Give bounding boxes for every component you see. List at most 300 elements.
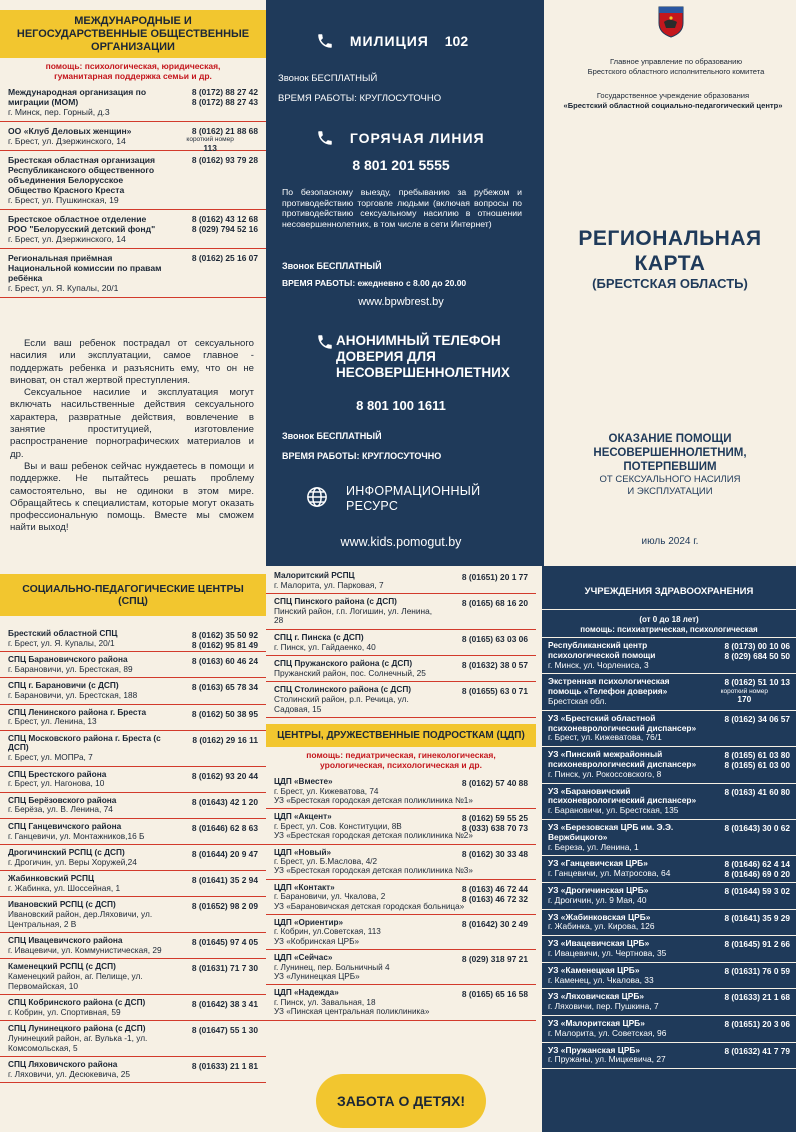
info-label: ИНФОРМАЦИОННЫЙ РЕСУРС (346, 484, 481, 513)
health-panel (536, 566, 796, 1132)
entry-phones (162, 875, 258, 885)
emblem-logo (658, 6, 684, 43)
phone-number[interactable]: 8 (0173) 00 10 06 (724, 641, 790, 651)
entry-name: УЗ «Каменецкая ЦРБ» (548, 964, 640, 975)
spc-entry (0, 959, 266, 995)
care-button[interactable] (316, 1074, 486, 1128)
entry-name: ЦДП «Надежда» (274, 988, 339, 998)
entry-phones (431, 660, 528, 670)
advice-paragraph: Сексуальное насилие и эксплуатация могут включать насильственные действия сексуального характера, развратные действия, вовлечение в занятие проституцией, изготовление распространение порнографических материалов и др. (10, 387, 254, 460)
phone-number[interactable]: 8 (0162) 57 40 88 (461, 778, 528, 789)
entry-phones (431, 634, 528, 644)
health-entry (542, 883, 796, 910)
subtitle-line: НЕСОВЕРШЕННОЛЕТНИМ, (593, 447, 747, 459)
phone-number[interactable]: 8 (0162) 95 81 49 (191, 640, 258, 650)
phone-number[interactable]: 8 (0162) 50 38 95 (191, 708, 258, 719)
entry-address: г. Пинск, ул. Завальная, 18 (274, 997, 376, 1007)
phone-number[interactable]: 8 (01647) 55 1 30 (191, 1025, 258, 1036)
spc-entry (0, 731, 266, 767)
entry-phones (162, 999, 258, 1009)
entry-name: УЗ «Ивацевичская ЦРБ» (548, 938, 650, 949)
phone-number[interactable]: 8 (0162) 34 06 57 (724, 713, 790, 724)
phone-number[interactable]: 8 (01641) 35 9 29 (724, 912, 790, 923)
entry-name: Брестская областная организация Республиканского общественного объединения Белорусское Общество Красного Креста (8, 155, 156, 195)
entry-address: г. Ивацевичи, ул. Чертнова, 35 (548, 947, 667, 958)
entry-phones (431, 813, 528, 833)
entry-address: г. Пружаны, ул. Мицкевича, 27 (548, 1054, 666, 1065)
subtitle-line: ОКАЗАНИЕ ПОМОЩИ (608, 433, 732, 445)
phone-number[interactable]: 8 (01652) 98 2 09 (191, 901, 258, 912)
cdp-entry (266, 985, 536, 1020)
health-entry (542, 820, 796, 856)
phone-number[interactable]: 8 (0162) 59 55 25 (461, 813, 528, 824)
entry-address: г. Дрогичин, ул. Веры Хоружей,24 (8, 856, 137, 867)
phone-number[interactable]: 8 (0163) 60 46 24 (191, 656, 258, 667)
spc-entry (0, 995, 266, 1021)
entry-name: УЗ «Березовская ЦРБ им. Э.Э. Вержбицкого» (548, 821, 674, 842)
police-block (316, 32, 468, 53)
entry-institution: УЗ «Брестская городская детская поликлиника №1» (274, 795, 473, 805)
intl-orgs-list (0, 83, 266, 298)
entry-address: Брестская обл. (548, 695, 607, 706)
entry-address: Ивановский район, дер.Ляховичи, ул. Центральная, 2 В (8, 909, 153, 929)
entry-name: ОО «Клуб Деловых женщин» (8, 126, 132, 136)
phone-number[interactable]: 8 (0172) 88 27 42 (191, 87, 258, 97)
health-entry (542, 936, 796, 963)
health-entry (542, 784, 796, 820)
phone-number[interactable]: 8 (0162) 51 10 13 (724, 677, 790, 688)
phone-number[interactable]: 8 (0165) 61 03 80 (724, 750, 790, 761)
phone-number[interactable]: 8 (029) 794 52 16 (191, 224, 258, 234)
entry-address: г. Брест, ул. Я. Купалы, 20/1 (8, 637, 115, 648)
entry-address: г. Ивацевичи, ул. Коммунистическая, 29 (8, 944, 162, 955)
entry-address: г. Береза, ул. Ленина, 1 (548, 841, 639, 852)
cdp-entry (266, 845, 536, 880)
spc-entry (266, 656, 536, 682)
phone-number[interactable]: 8 (01644) 20 9 47 (191, 849, 258, 860)
cdp-entry (266, 915, 536, 950)
phone-number[interactable]: 8 (01631) 71 7 30 (191, 963, 258, 974)
entry-address: г. Барановичи, ул. Брестская, 188 (8, 689, 138, 700)
title-line2: КАРТА (634, 252, 706, 275)
phone-number[interactable]: 8 (0162) 29 16 11 (192, 734, 258, 745)
short-number-note: короткий номер (720, 688, 768, 696)
entry-phones (431, 884, 528, 904)
entry-phones (162, 771, 258, 781)
cdp-entry (266, 774, 536, 809)
entry-phones (162, 87, 258, 107)
intl-orgs-title: МЕЖДУНАРОДНЫЕ И НЕГОСУДАРСТВЕННЫЕ ОБЩЕСТВЕННЫЕ ОРГАНИЗАЦИИ (16, 15, 250, 53)
hotline-number[interactable]: 8 801 201 5555 (352, 157, 450, 173)
spc-entry (0, 767, 266, 793)
phone-number[interactable]: 8 (0172) 88 27 43 (191, 97, 258, 107)
phone-number[interactable]: 8 (033) 638 70 73 (461, 823, 528, 834)
entry-name: СПЦ Московского района г. Бреста (с ДСП) (8, 732, 161, 753)
entry-name: УЗ «Ляховичская ЦРБ» (548, 991, 645, 1002)
entry-address: г. Брест, ул. Пушкинская, 19 (8, 195, 119, 205)
entry-address: г. Брест, ул. Дзержинского, 14 (8, 234, 126, 244)
phone-number[interactable]: 8 (0162) 21 88 68 (191, 126, 258, 136)
advice-paragraph: Если ваш ребенок пострадал от сексуального насилия или эксплуатации, самое главное - поддержать ребенка и разъяснить ему, что он не виноват, он стал жертвой преступления. (10, 338, 254, 386)
police-free: Звонок БЕСПЛАТНЫЙ (278, 73, 378, 84)
entry-name: Экстренная психологическая помощь «Телефон доверия» (548, 676, 670, 697)
advice-paragraph: Вы и ваш ребенок сейчас нуждаетесь в помощи и поддержке. Не пытайтесь решать проблему самостоятельно, вы не одиноки в этом мире. Обращайтесь к специалистам, которые могут оказать профессиональную помощь. Вместе мы сможем найти выход! (10, 460, 254, 534)
title-line1: РЕГИОНАЛЬНАЯ (578, 227, 762, 250)
phone-number[interactable]: 8 (01641) 35 2 94 (191, 875, 258, 886)
entry-name: Республиканский центр психологической помощи (548, 640, 656, 660)
entry-institution: УЗ «Кобринская ЦРБ» (274, 936, 360, 946)
phone-number[interactable]: 8 (01631) 76 0 59 (724, 965, 790, 976)
phone-number[interactable]: 8 (01642) 38 3 41 (191, 999, 258, 1010)
spc-header (0, 574, 266, 616)
cover-title (544, 226, 796, 292)
hotline-site[interactable]: www.bpwbrest.by (358, 296, 444, 308)
phone-number[interactable]: 8 (0162) 43 12 68 (191, 214, 258, 224)
entry-phones (699, 715, 790, 725)
entry-phones (162, 682, 258, 692)
entry-name: ЦДП «Акцент» (274, 812, 332, 822)
entry-phones (699, 788, 790, 798)
health-entry (542, 674, 796, 710)
org2-block (548, 91, 796, 110)
entry-phones (431, 919, 528, 929)
phone-icon (316, 333, 334, 355)
entry-address: г. Брест, ул. Ленина, 13 (8, 716, 97, 727)
entry-name: СПЦ Столинского района (с ДСП) (274, 684, 412, 695)
entry-address: г. Брест, ул. Нагонова, 10 (8, 778, 105, 789)
entry-name: СПЦ г. Пинска (с ДСП) (274, 631, 364, 642)
spc-list (0, 626, 266, 1083)
entry-name: ЦДП «Новый» (274, 847, 332, 857)
entry-phones (162, 849, 258, 859)
entry-phones (699, 1020, 790, 1030)
entry-name: Международная организация по миграции (МОМ) (8, 87, 147, 107)
subtitle-line: ОТ СЕКСУАЛЬНОГО НАСИЛИЯ (599, 474, 741, 485)
spc-entry (0, 933, 266, 959)
entry-name: СПЦ Барановичского района (8, 654, 128, 665)
health-entry (542, 711, 796, 747)
intl-orgs-subtitle: помощь: психологическая, юридическая, гуманитарная поддержка семьи и др. (45, 61, 221, 81)
entry-address: Пинский район, г.п. Логишин, ул. Ленина, 28 (274, 605, 433, 626)
cdp-title: ЦЕНТРЫ, ДРУЖЕСТВЕННЫЕ ПОДРОСТКАМ (ЦДП) (277, 730, 525, 742)
phone-number[interactable]: 8 (0163) 46 72 32 (461, 893, 528, 904)
phone-number[interactable]: 8 (0165) 63 03 06 (461, 633, 528, 644)
intl-orgs-header (0, 10, 266, 58)
entry-phones (162, 1061, 258, 1071)
org-entry (0, 210, 266, 249)
entry-address: Столинский район, р.п. Речица, ул. Садовая, 15 (274, 693, 409, 714)
police-hours: ВРЕМЯ РАБОТЫ: КРУГЛОСУТОЧНО (278, 93, 442, 104)
entry-phones (699, 751, 790, 771)
entry-name: Ивановский РСПЦ (с ДСП) (8, 899, 116, 910)
entry-address: г. Дрогичин, ул. 9 Мая, 40 (548, 894, 647, 905)
cdp-list (266, 774, 536, 1021)
spc-entry (0, 626, 266, 652)
entry-address: Пружанский район, пос. Солнечный, 25 (274, 667, 426, 678)
phone-icon (316, 129, 334, 150)
anon-block (316, 333, 531, 381)
entry-phones (162, 963, 258, 973)
phone-number[interactable]: 8 (0162) 30 33 48 (461, 848, 528, 859)
phone-number[interactable]: 8 (01646) 69 0 20 (724, 869, 790, 880)
entry-phones (162, 155, 258, 165)
spc2-list (266, 568, 536, 718)
entry-name: Дрогичинский РСПЦ (с ДСП) (8, 847, 125, 858)
cdp-panel (266, 566, 536, 1132)
entry-phones (699, 642, 790, 662)
spc-entry (0, 793, 266, 819)
subtitle-line: И ЭКСПЛУАТАЦИИ (627, 486, 713, 497)
entry-name: СПЦ Брестского района (8, 768, 107, 779)
entry-phones (162, 735, 258, 745)
entry-address: г. Брест, ул. Дзержинского, 14 (8, 136, 126, 146)
globe-icon (306, 486, 328, 513)
entry-name: СПЦ Ляховичского района (8, 1059, 118, 1070)
entry-name: Каменецкий РСПЦ (с ДСП) (8, 961, 116, 972)
health-entry (542, 963, 796, 990)
info-site[interactable]: www.kids.pomogut.by (340, 535, 462, 549)
phone-number[interactable]: 8 (01642) 30 2 49 (461, 919, 528, 929)
entry-address: г. Берёза, ул. В. Ленина, 74 (8, 804, 113, 815)
entry-institution: УЗ «Брестская городская детская поликлиника №3» (274, 866, 473, 876)
entry-phones (162, 709, 258, 719)
health-entry (542, 856, 796, 883)
entry-address: г. Каменец, ул. Чкалова, 33 (548, 974, 654, 985)
phone-number[interactable]: 8 (01633) 21 1 81 (191, 1061, 258, 1072)
short-number[interactable]: 170 (737, 694, 752, 705)
phone-number[interactable]: 8 (01632) 41 7 79 (724, 1045, 790, 1056)
entry-address: г. Жабинка, ул. Шоссейная, 1 (8, 882, 121, 893)
spc-entry (0, 652, 266, 678)
entry-phones (162, 823, 258, 833)
spc-entry (266, 630, 536, 656)
entry-phones (431, 686, 528, 696)
entry-name: УЗ «Пружанская ЦРБ» (548, 1044, 641, 1055)
entry-phones (699, 678, 790, 705)
entry-phones (699, 824, 790, 834)
org1-line2: Брестского областного исполнительного комитета (587, 66, 765, 76)
phone-number[interactable]: 8 (01651) 20 3 06 (724, 1018, 790, 1029)
org2-line2: «Брестский областной социально-педагогический центр» (563, 100, 783, 110)
phone-number[interactable]: 8 (0162) 25 16 07 (191, 253, 258, 263)
care-button-label: ЗАБОТА О ДЕТЯХ! (336, 1093, 466, 1109)
entry-address: г. Малорита, ул. Парковая, 7 (274, 579, 384, 590)
entry-name: СПЦ г. Барановичи (с ДСП) (8, 680, 119, 691)
police-number[interactable]: 102 (444, 33, 469, 50)
anon-free: Звонок БЕСПЛАТНЫЙ (282, 431, 382, 441)
hotline-description: По безопасному выезду, пребыванию за рубежом и противодействию торговле людьми (включая вопросы по противодействию сексуальному насилию в отношении несовершеннолетних, в том числе в сети Интернет) (282, 187, 522, 229)
org-entry (0, 151, 266, 210)
org2-line1: Государственное учреждение образования (596, 91, 750, 100)
spc-entry (0, 678, 266, 704)
entry-name: СПЦ Кобринского района (с ДСП) (8, 997, 146, 1008)
phone-number[interactable]: 8 (01632) 38 0 57 (461, 660, 528, 671)
phone-number[interactable]: 8 (01645) 97 4 05 (191, 937, 258, 948)
entry-name: УЗ «Брестский областной психоневрологический диспансер» (548, 712, 697, 733)
phone-number[interactable]: 8 (01645) 91 2 66 (724, 939, 790, 950)
entry-name: СПЦ Пинского района (с ДСП) (274, 596, 397, 607)
entry-address: г. Ганцевичи, ул. Матросова, 64 (548, 868, 671, 879)
entry-phones (162, 253, 258, 263)
spc-entry (266, 594, 536, 630)
entry-address: г. Лунинец, пер. Больничный 4 (274, 962, 390, 972)
entry-name: УЗ «Ганцевичская ЦРБ» (548, 858, 648, 869)
entry-phones (699, 860, 790, 880)
entry-name: СПЦ Берёзовского района (8, 794, 117, 805)
entry-name: УЗ «Малоритская ЦРБ» (548, 1017, 645, 1028)
health-entry (542, 989, 796, 1016)
entry-phones (162, 630, 258, 650)
entry-phones (431, 778, 528, 788)
phone-number[interactable]: 8 (0162) 93 20 44 (191, 770, 258, 781)
anon-number[interactable]: 8 801 100 1611 (356, 398, 446, 413)
entry-phones (699, 993, 790, 1003)
entry-address: г. Пинск, ул. Гайдаенко, 40 (274, 641, 376, 652)
short-number[interactable]: 113 (203, 143, 217, 153)
entry-name: ЦДП «Ориентир» (274, 918, 344, 927)
health-entry (542, 910, 796, 937)
phone-number[interactable]: 8 (0165) 65 16 58 (461, 989, 528, 1000)
entry-name: СПЦ Лунинецкого района (с ДСП) (8, 1023, 146, 1034)
org-entry (0, 83, 266, 122)
entry-name: УЗ «Барановичский психоневрологический диспансер» (548, 785, 697, 806)
cdp-subtitle: помощь: педиатрическая, гинекологическая, урологическая, психологическая и др. (306, 750, 496, 771)
org-entry (0, 122, 266, 151)
entry-institution: УЗ «Лунинецкая ЦРБ» (274, 972, 360, 982)
phone-number[interactable]: 8 (0165) 68 16 20 (461, 598, 528, 609)
entry-name: ЦДП «Сейчас» (274, 953, 333, 963)
cdp-entry (266, 880, 536, 915)
entry-name: Брестское областное отделение РОО "Белорусский детский фонд" (8, 214, 156, 234)
entry-phones (431, 989, 528, 999)
entry-name: Региональная приёмная Национальной комиссии по правам ребёнка (8, 253, 162, 283)
entry-phones (162, 937, 258, 947)
spc-entry (0, 1021, 266, 1057)
health-title: УЧРЕЖДЕНИЯ ЗДРАВООХРАНЕНИЯ (584, 586, 754, 597)
phone-number[interactable]: 8 (0165) 61 03 00 (724, 759, 790, 770)
hotline-hours: ВРЕМЯ РАБОТЫ: ежедневно с 8.00 до 20.00 (282, 278, 467, 288)
spc-entry (0, 705, 266, 731)
phone-number[interactable]: 8 (029) 684 50 50 (724, 650, 790, 661)
phone-number[interactable]: 8 (01643) 30 0 62 (724, 822, 790, 833)
health-entry (542, 1043, 796, 1070)
entry-address: г. Брест, ул. Кижеватова, 76/1 (548, 732, 662, 743)
entry-name: ЦДП «Контакт» (274, 882, 335, 892)
entry-name: УЗ «Дрогичинская ЦРБ» (548, 884, 649, 895)
spc-entry (266, 682, 536, 718)
entry-address: г. Жабинка, ул. Кирова, 126 (548, 921, 655, 932)
health-subtitle-line: (от 0 до 18 лет) (639, 615, 699, 624)
org1-line1: Главное управление по образованию (609, 57, 743, 66)
entry-name: СПЦ Ленинского района г. Бреста (8, 706, 147, 717)
entry-address: г. Пинск, ул. Рокоссовского, 8 (548, 768, 662, 779)
spc-title: СОЦИАЛЬНО-ПЕДАГОГИЧЕСКИЕ ЦЕНТРЫ (СПЦ) (22, 583, 244, 607)
cover-date: июль 2024 г. (641, 536, 699, 547)
phone-number[interactable]: 8 (01655) 63 0 71 (461, 686, 528, 697)
entry-name: Брестский областной СПЦ (8, 628, 118, 638)
entry-institution: УЗ «Барановичская детская городская больница» (274, 901, 465, 911)
entry-phones (162, 1025, 258, 1035)
org-entry (0, 249, 266, 298)
spc-entry (0, 897, 266, 933)
cdp-entry (266, 950, 536, 985)
health-entry (542, 1016, 796, 1043)
cdp-header (266, 724, 536, 747)
entry-name: УЗ «Жабинковская ЦРБ» (548, 911, 651, 922)
subtitle-line: ПОТЕРПЕВШИМ (623, 461, 717, 473)
hotline-block (316, 129, 485, 150)
spc-panel (0, 566, 266, 1132)
spc-entry (0, 819, 266, 845)
entry-address: г. Брест, ул. Кижеватова, 74 (274, 786, 379, 796)
entry-phones (699, 1047, 790, 1057)
advice-text (0, 298, 266, 535)
cover-panel (536, 0, 796, 566)
entry-phones (162, 797, 258, 807)
entry-name: Малоритский РСПЦ (274, 570, 355, 580)
phone-number[interactable]: 8 (01651) 20 1 77 (461, 572, 528, 582)
phone-number[interactable]: 8 (01633) 21 1 68 (724, 992, 790, 1003)
health-entry (542, 747, 796, 783)
entry-address: г. Минск, ул. Чорлениса, 3 (548, 659, 649, 670)
entry-phones (431, 849, 528, 859)
entry-phones (699, 887, 790, 897)
spc-entry (0, 845, 266, 871)
entry-address: г. Барановичи, ул. Брестская, 135 (548, 805, 679, 816)
spc-entry (0, 871, 266, 897)
entry-address: г. Барановичи, ул. Брестская, 89 (8, 663, 133, 674)
cdp-entry (266, 809, 536, 844)
hotline-label: ГОРЯЧАЯ ЛИНИЯ (349, 130, 485, 147)
health-list (542, 637, 796, 1069)
phone-number[interactable]: 8 (0162) 93 79 28 (191, 155, 258, 165)
title-line3: (БРЕСТСКАЯ ОБЛАСТЬ) (592, 276, 748, 291)
entry-name: УЗ «Пинский межрайонный психоневрологический диспансер» (548, 749, 697, 769)
phone-number[interactable]: 8 (01644) 59 3 02 (724, 885, 790, 896)
entry-address: г. Кобрин, ул. Спортивная, 59 (8, 1006, 121, 1017)
phone-number[interactable]: 8 (0162) 35 50 92 (191, 630, 258, 640)
entry-phones (431, 954, 528, 964)
health-entry (542, 638, 796, 674)
police-label: МИЛИЦИЯ (349, 33, 429, 50)
entry-phones (431, 598, 528, 608)
entry-address: г. Минск, пер. Горный, д.3 (8, 107, 110, 117)
entry-address: г. Брест, ул. Б.Маслова, 4/2 (274, 856, 378, 866)
short-number-note: короткий номер (186, 136, 234, 143)
phone-number[interactable]: 8 (0163) 65 78 34 (191, 682, 258, 693)
entry-address: Лунинецкий район, аг. Вулька -1, ул. Комсомольская, 5 (8, 1033, 148, 1053)
entry-name: ЦДП «Вместе» (274, 777, 333, 787)
entry-address: г. Кобрин, ул.Советская, 113 (274, 927, 381, 937)
info-block (306, 484, 526, 514)
phone-number[interactable]: 8 (029) 318 97 21 (461, 954, 528, 965)
health-header (542, 566, 796, 610)
entry-institution: УЗ «Брестская городская детская поликлиника №2» (274, 831, 473, 841)
phone-number[interactable]: 8 (01646) 62 4 14 (724, 859, 790, 870)
phone-number[interactable]: 8 (01643) 42 1 20 (191, 796, 258, 807)
entry-phones (162, 214, 258, 234)
entry-phones (162, 656, 258, 666)
phone-number[interactable]: 8 (01646) 62 8 63 (191, 822, 258, 833)
entry-address: г. Малорита, ул. Советская, 96 (548, 1027, 667, 1038)
entry-phones (699, 940, 790, 950)
phone-number[interactable]: 8 (0163) 46 72 44 (461, 883, 528, 894)
phone-number[interactable]: 8 (0163) 41 60 80 (724, 786, 790, 797)
spc-entry (0, 1057, 266, 1083)
entry-address: г. Брест, ул. Я. Купалы, 20/1 (8, 283, 119, 293)
entry-address: Каменецкий район, аг. Пелище, ул. Первомайская, 10 (8, 971, 143, 991)
entry-name: СПЦ Ганцевичского района (8, 820, 122, 831)
